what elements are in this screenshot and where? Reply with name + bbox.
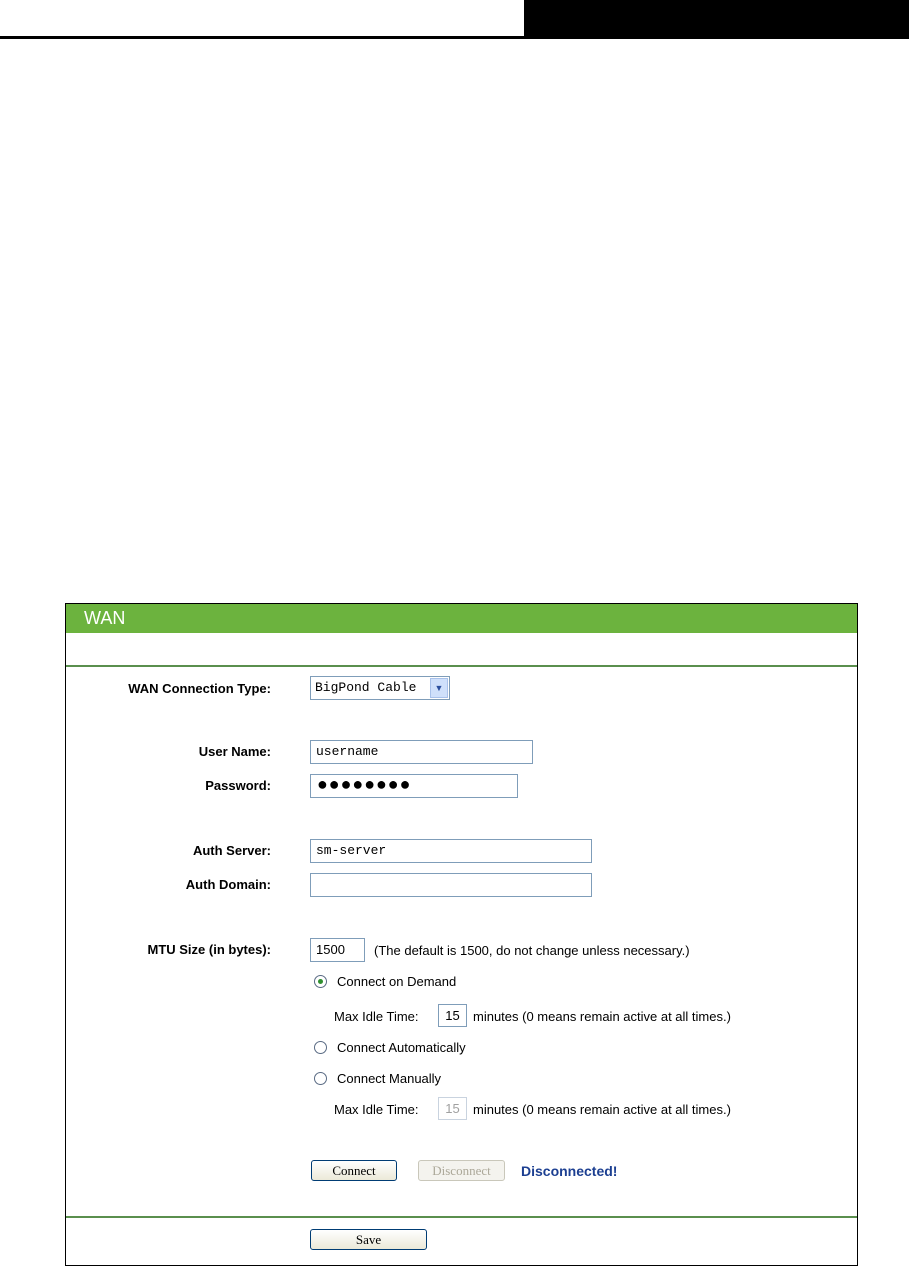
mtu-label: MTU Size (in bytes): bbox=[147, 942, 271, 957]
save-button[interactable]: Save bbox=[310, 1229, 427, 1250]
auth-server-field[interactable]: sm-server bbox=[310, 839, 592, 863]
disconnect-button[interactable]: Disconnect bbox=[418, 1160, 505, 1181]
idle-time-manual-label: Max Idle Time: bbox=[334, 1102, 419, 1117]
wan-type-select[interactable] bbox=[310, 676, 450, 700]
panel-title: WAN bbox=[66, 604, 857, 633]
username-field[interactable]: username bbox=[310, 740, 533, 764]
auth-domain-field[interactable] bbox=[310, 873, 592, 897]
wan-type-label: WAN Connection Type: bbox=[128, 681, 271, 696]
radio-connect-automatically[interactable] bbox=[314, 1041, 327, 1054]
connect-manually-label: Connect Manually bbox=[337, 1071, 442, 1086]
connect-on-demand-label: Connect on Demand bbox=[337, 974, 457, 989]
wan-type-value: BigPond Cable bbox=[315, 680, 417, 695]
username-label: User Name: bbox=[198, 744, 271, 759]
connect-automatically-label: Connect Automatically bbox=[337, 1040, 466, 1055]
mtu-note: (The default is 1500, do not change unless necessary.) bbox=[374, 943, 690, 958]
idle-time-demand-field[interactable]: 15 bbox=[438, 1004, 467, 1027]
page-header-rule bbox=[0, 36, 524, 39]
auth-domain-label: Auth Domain: bbox=[185, 877, 271, 892]
mtu-field[interactable]: 1500 bbox=[310, 938, 365, 962]
divider-bottom bbox=[66, 1216, 857, 1218]
radio-connect-manually[interactable] bbox=[314, 1072, 327, 1085]
chevron-down-icon[interactable]: ▼ bbox=[430, 678, 448, 698]
connect-button[interactable]: Connect bbox=[311, 1160, 397, 1181]
password-label: Password: bbox=[205, 778, 271, 793]
divider-top bbox=[66, 665, 857, 667]
wan-settings-panel bbox=[65, 603, 858, 1266]
idle-time-demand-note: minutes (0 means remain active at all times.) bbox=[473, 1009, 731, 1024]
idle-time-manual-note: minutes (0 means remain active at all times.) bbox=[473, 1102, 731, 1117]
auth-server-label: Auth Server: bbox=[192, 843, 271, 858]
password-field[interactable] bbox=[310, 774, 518, 798]
password-mask: ●●●●●●●● bbox=[317, 776, 412, 796]
radio-connect-on-demand[interactable] bbox=[314, 975, 327, 988]
connection-status: Disconnected! bbox=[521, 1163, 618, 1179]
idle-time-demand-label: Max Idle Time: bbox=[334, 1009, 419, 1024]
radio-selected-dot bbox=[318, 979, 323, 984]
idle-time-manual-field[interactable]: 15 bbox=[438, 1097, 467, 1120]
page-header-block bbox=[524, 0, 909, 39]
